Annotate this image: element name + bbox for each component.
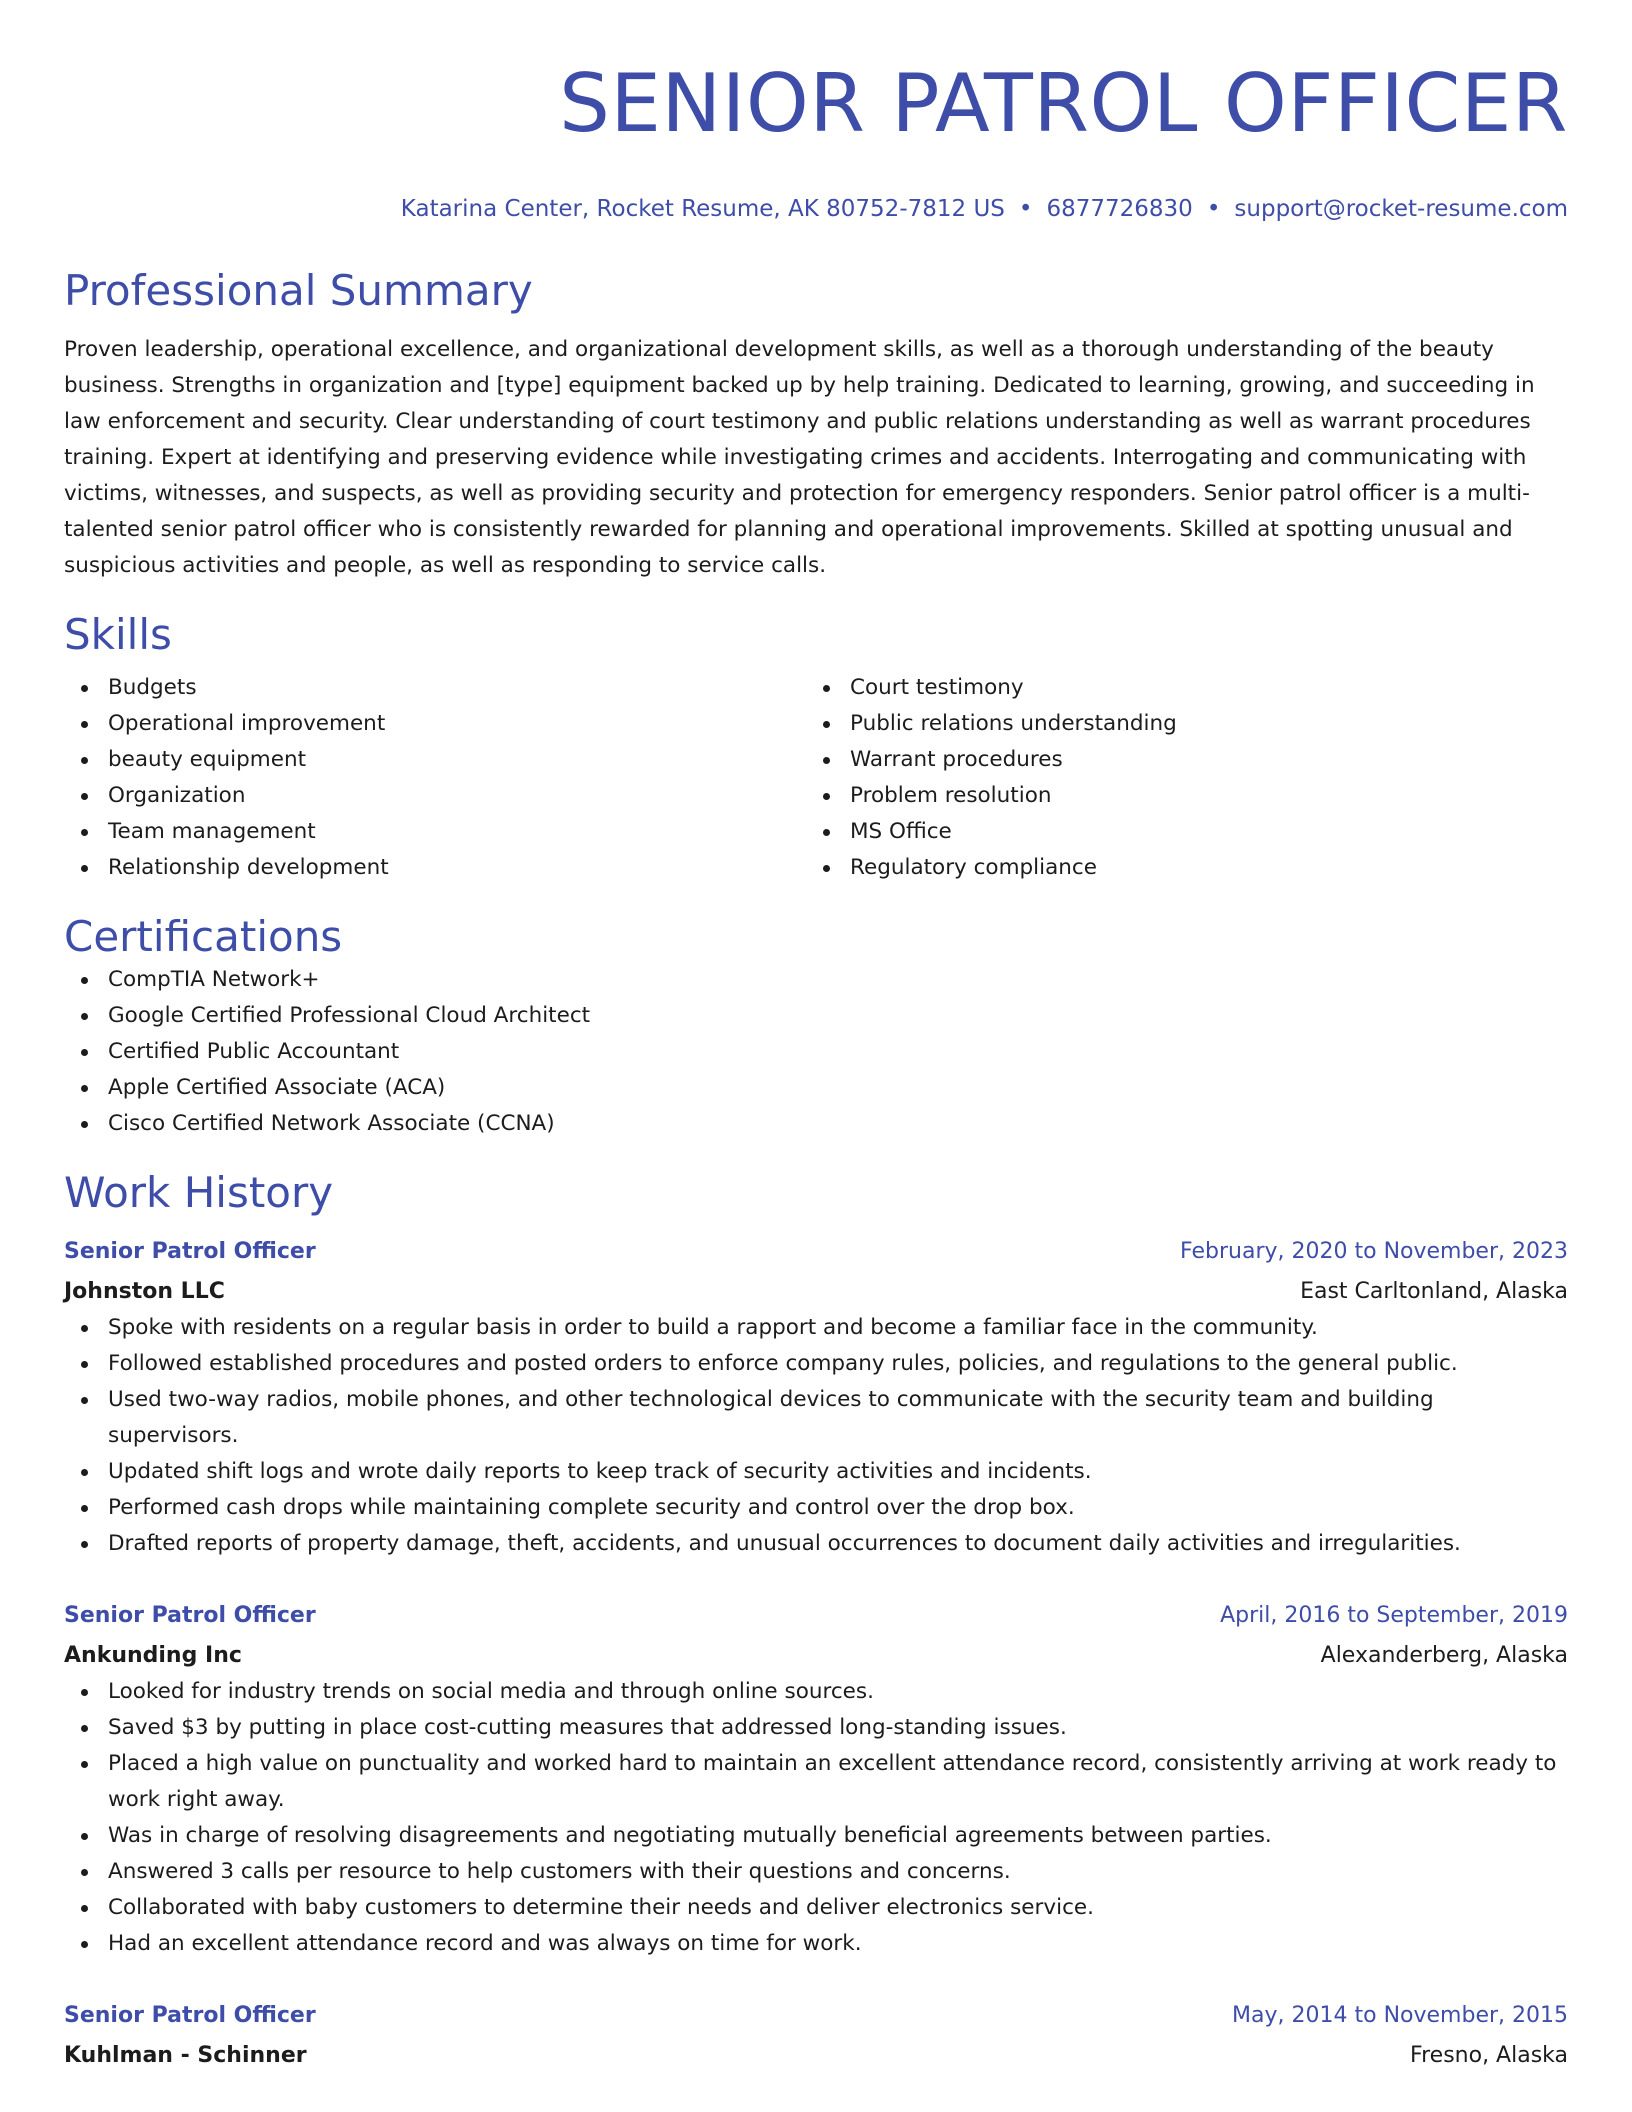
skill-item: MS Office [850, 814, 1548, 850]
skill-item: Relationship development [108, 850, 806, 886]
skills-column-left [64, 670, 806, 886]
job-bullet: Updated shift logs and wrote daily reports to keep track of security activities and incidents. [108, 1454, 1568, 1490]
job-bullet: Performed cash drops while maintaining complete security and control over the drop box. [108, 1490, 1568, 1526]
skill-item: Problem resolution [850, 778, 1548, 814]
job-location: Alexanderberg, Alaska [1320, 1643, 1568, 1668]
job-title: Senior Patrol Officer [64, 1239, 316, 1264]
job-company: Ankunding Inc [64, 1643, 242, 1668]
contact-line [64, 194, 1568, 224]
job-bullet: Looked for industry trends on social media and through online sources. [108, 1674, 1568, 1710]
job-bullet-list [64, 1674, 1568, 1962]
job-bullet: Drafted reports of property damage, theft, accidents, and unusual occurrences to document daily activities and irregularities. [108, 1526, 1568, 1562]
skill-item: Regulatory compliance [850, 850, 1548, 886]
job-location: Fresno, Alaska [1410, 2043, 1568, 2068]
job-header-row [64, 1598, 1568, 1634]
skill-item: Team management [108, 814, 806, 850]
job-bullet: Placed a high value on punctuality and worked hard to maintain an excellent attendance record, consistently arriving at work ready to work right away. [108, 1746, 1568, 1818]
skill-item: Organization [108, 778, 806, 814]
job-bullet: Used two-way radios, mobile phones, and other technological devices to communicate with the security team and building supervisors. [108, 1382, 1568, 1454]
job-title: Senior Patrol Officer [64, 2003, 316, 2028]
skill-item: Warrant procedures [850, 742, 1548, 778]
job-bullet: Had an excellent attendance record and was always on time for work. [108, 1926, 1568, 1962]
job-entry [64, 1598, 1568, 1962]
job-company: Johnston LLC [64, 1279, 225, 1304]
job-dates: May, 2014 to November, 2015 [1232, 2003, 1568, 2028]
job-location: East Carltonland, Alaska [1300, 1279, 1568, 1304]
certifications-heading: Certifications [64, 912, 343, 961]
job-bullet: Followed established procedures and posted orders to enforce company rules, policies, and regulations to the general public. [108, 1346, 1568, 1382]
job-dates: April, 2016 to September, 2019 [1220, 1603, 1568, 1628]
skill-item: beauty equipment [108, 742, 806, 778]
certification-item: Google Certified Professional Cloud Architect [108, 998, 1568, 1034]
job-entry [64, 1998, 1568, 2074]
certification-item: CompTIA Network+ [108, 962, 1568, 998]
skills-grid [64, 670, 1568, 886]
job-company-row [64, 1634, 1568, 1674]
certification-item: Certified Public Accountant [108, 1034, 1568, 1070]
job-header-row [64, 1234, 1568, 1270]
contact-separator: • [1018, 196, 1033, 222]
job-company: Kuhlman - Schinner [64, 2043, 307, 2068]
work-history-heading: Work History [64, 1168, 334, 1217]
certification-item: Cisco Certified Network Associate (CCNA) [108, 1106, 1568, 1142]
skills-column-right [806, 670, 1548, 886]
job-header-row [64, 1998, 1568, 2034]
job-bullet: Collaborated with baby customers to determine their needs and deliver electronics service. [108, 1890, 1568, 1926]
job-company-row [64, 1270, 1568, 1310]
contact-address: Katarina Center, Rocket Resume, AK 80752-7812 US [400, 196, 1005, 222]
job-dates: February, 2020 to November, 2023 [1180, 1239, 1568, 1264]
skill-item: Operational improvement [108, 706, 806, 742]
job-title: Senior Patrol Officer [64, 1603, 316, 1628]
contact-email[interactable]: support@rocket-resume.com [1234, 196, 1568, 222]
resume-title: SENIOR PATROL OFFICER [559, 57, 1568, 150]
summary-text: Proven leadership, operational excellence, and organizational development skills, as well as a thorough understanding of the beauty business. Strengths in organization and [type] equipment backed up by help training. Dedicated to learning, growing, and succeeding in law enforcement and security. Clear understanding of court testimony and public relations understanding as well as warrant procedures training. Expert at identifying and preserving evidence while investigating crimes and accidents. Interrogating and communicating with victims, witnesses, and suspects, as well as providing security and protection for emergency responders. Senior patrol officer is a multi-talented senior patrol officer who is consistently rewarded for planning and operational improvements. Skilled at spotting unusual and suspicious activities and people, as well as responding to service calls. [64, 337, 1535, 578]
job-bullet: Answered 3 calls per resource to help customers with their questions and concerns. [108, 1854, 1568, 1890]
skills-list-left [64, 670, 806, 886]
job-bullet-list [64, 1310, 1568, 1562]
certifications-list [64, 962, 1568, 1142]
job-bullet: Was in charge of resolving disagreements and negotiating mutually beneficial agreements between parties. [108, 1818, 1568, 1854]
certification-item: Apple Certified Associate (ACA) [108, 1070, 1568, 1106]
skill-item: Public relations understanding [850, 706, 1548, 742]
skills-heading: Skills [64, 610, 172, 659]
skill-item: Court testimony [850, 670, 1548, 706]
skill-item: Budgets [108, 670, 806, 706]
summary-heading: Professional Summary [64, 266, 533, 315]
job-bullet: Saved $3 by putting in place cost-cutting measures that addressed long-standing issues. [108, 1710, 1568, 1746]
skills-list-right [806, 670, 1548, 886]
job-entry [64, 1234, 1568, 1562]
job-bullet: Spoke with residents on a regular basis in order to build a rapport and become a familiar face in the community. [108, 1310, 1568, 1346]
job-company-row [64, 2034, 1568, 2074]
contact-phone: 6877726830 [1046, 196, 1193, 222]
contact-separator: • [1206, 196, 1221, 222]
